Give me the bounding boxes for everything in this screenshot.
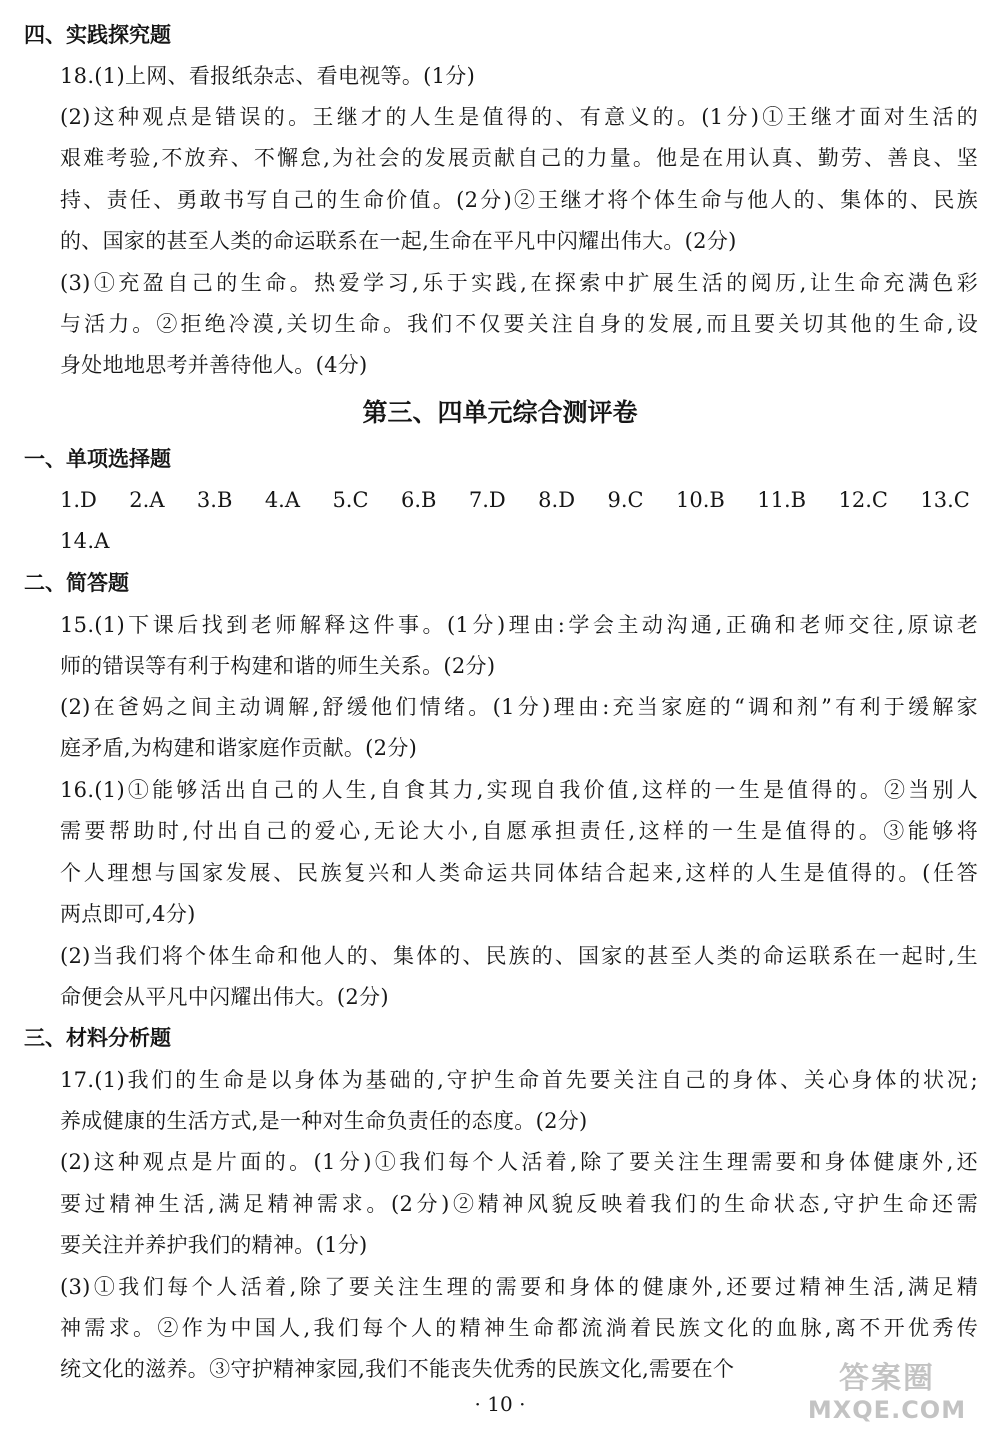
choice-answer: 5.C <box>332 488 369 512</box>
answer-line: 养成健康的生活方式,是一种对生命负责任的态度。(2分) <box>60 1109 588 1133</box>
answer-line: 身处地地思考并善待他人。(4分) <box>60 353 368 377</box>
answer-line: 16.(1)①能够活出自己的人生,自食其力,实现自我价值,这样的一生是值得的。②当别人 <box>60 778 978 802</box>
answer-line: 要关注并养护我们的精神。(1分) <box>60 1233 368 1257</box>
test-title: 第三、四单元综合测评卷 <box>362 398 638 427</box>
section-heading: 四、实践探究题 <box>24 23 171 47</box>
answer-line: 与活力。②拒绝冷漠,关切生命。我们不仅要关注自身的发展,而且要关切其他的生命,设 <box>60 312 978 336</box>
answer-line: 需要帮助时,付出自己的爱心,无论大小,自愿承担责任,这样的一生是值得的。③能够将 <box>60 819 978 843</box>
answer-line: (2)这种观点是片面的。(1分)①我们每个人活着,除了要关注生理需要和身体健康外,还 <box>60 1150 978 1174</box>
answer-line: 两点即可,4分) <box>60 902 196 926</box>
choice-answers-row <box>60 485 970 515</box>
choice-answer: 13.C <box>920 488 970 512</box>
choice-answer: 7.D <box>468 488 506 512</box>
choice-answer: 9.C <box>607 488 644 512</box>
choice-answer: 2.A <box>129 488 165 512</box>
answer-line: 的、国家的甚至人类的命运联系在一起,生命在平凡中闪耀出伟大。(2分) <box>60 229 737 253</box>
choice-answer: 8.D <box>538 488 576 512</box>
watermark-url: MXQE.COM <box>807 1396 967 1424</box>
section-heading: 三、材料分析题 <box>24 1026 171 1050</box>
answer-line: 命便会从平凡中闪耀出伟大。(2分) <box>60 985 389 1009</box>
choice-answer: 6.B <box>400 488 437 512</box>
answer-line: 庭矛盾,为构建和谐家庭作贡献。(2分) <box>60 736 418 760</box>
answer-line: 师的错误等有利于构建和谐的师生关系。(2分) <box>60 654 496 678</box>
answer-line: 18.(1)上网、看报纸杂志、看电视等。(1分) <box>60 64 476 88</box>
answer-line: (2)在爸妈之间主动调解,舒缓他们情绪。(1分)理由:充当家庭的“调和剂”有利于缓解家 <box>60 695 978 719</box>
choice-answer: 14.A <box>60 529 110 553</box>
answer-line: 15.(1)下课后找到老师解释这件事。(1分)理由:学会主动沟通,正确和老师交往,原谅老 <box>60 613 978 637</box>
section-heading: 一、单项选择题 <box>24 447 171 471</box>
choice-answer: 1.D <box>60 488 97 512</box>
answer-line: (3)①充盈自己的生命。热爱学习,乐于实践,在探索中扩展生活的阅历,让生命充满色彩 <box>60 271 978 295</box>
choice-answer: 10.B <box>675 488 725 512</box>
answer-line: 持、责任、勇敢书写自己的生命价值。(2分)②王继才将个体生命与他人的、集体的、民族 <box>60 188 978 212</box>
choice-answer: 12.C <box>838 488 888 512</box>
answer-line: (2)当我们将个体生命和他人的、集体的、民族的、国家的甚至人类的命运联系在一起时,生 <box>60 944 978 968</box>
answer-line: 艰难考验,不放弃、不懈怠,为社会的发展贡献自己的力量。他是在用认真、勤劳、善良、坚 <box>60 146 978 170</box>
watermark-logo-text: 答案圈 <box>839 1361 935 1396</box>
site-watermark <box>792 1362 982 1428</box>
choice-answer: 3.B <box>196 488 233 512</box>
answer-line: 17.(1)我们的生命是以身体为基础的,守护生命首先要关注自己的身体、关心身体的状况; <box>60 1068 978 1092</box>
answer-line: 神需求。②作为中国人,我们每个人的精神生命都流淌着民族文化的血脉,离不开优秀传 <box>60 1316 978 1340</box>
answer-line: 统文化的滋养。③守护精神家园,我们不能丧失优秀的民族文化,需要在个 <box>60 1357 735 1381</box>
choice-answer: 4.A <box>264 488 301 512</box>
choice-answer: 11.B <box>757 488 807 512</box>
answer-line: (3)①我们每个人活着,除了要关注生理的需要和身体的健康外,还要过精神生活,满足精 <box>60 1275 978 1299</box>
answer-line: (2)这种观点是错误的。王继才的人生是值得的、有意义的。(1分)①王继才面对生活的 <box>60 105 978 129</box>
section-heading: 二、简答题 <box>24 571 129 595</box>
answer-line: 个人理想与国家发展、民族复兴和人类命运共同体结合起来,这样的人生是值得的。(任答 <box>60 861 978 885</box>
answer-line: 要过精神生活,满足精神需求。(2分)②精神风貌反映着我们的生命状态,守护生命还需 <box>60 1192 978 1216</box>
page-number: · 10 · <box>474 1392 526 1416</box>
